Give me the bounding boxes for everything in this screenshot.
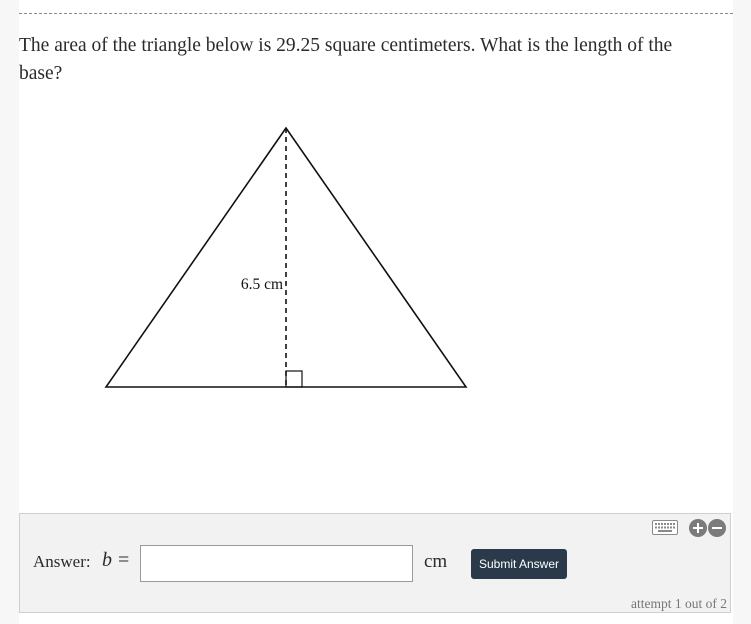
unit-label: cm (424, 551, 448, 572)
zoom-in-icon[interactable] (689, 519, 707, 537)
answer-panel (19, 513, 731, 613)
equals-sign: = (118, 549, 130, 571)
right-angle-marker (286, 371, 302, 387)
zoom-out-icon[interactable] (708, 519, 726, 537)
answer-label: Answer: (33, 552, 91, 571)
keyboard-icon[interactable] (652, 520, 678, 535)
attempt-counter: attempt 1 out of 2 (631, 596, 727, 611)
question-text: The area of the triangle below is 29.25 square centimeters. What is the length of the base? (19, 35, 673, 84)
submit-answer-button[interactable]: Submit Answer (471, 549, 567, 579)
variable-label: b (102, 549, 112, 571)
answer-input[interactable] (140, 545, 413, 582)
height-label: 6.5 cm (240, 276, 283, 293)
